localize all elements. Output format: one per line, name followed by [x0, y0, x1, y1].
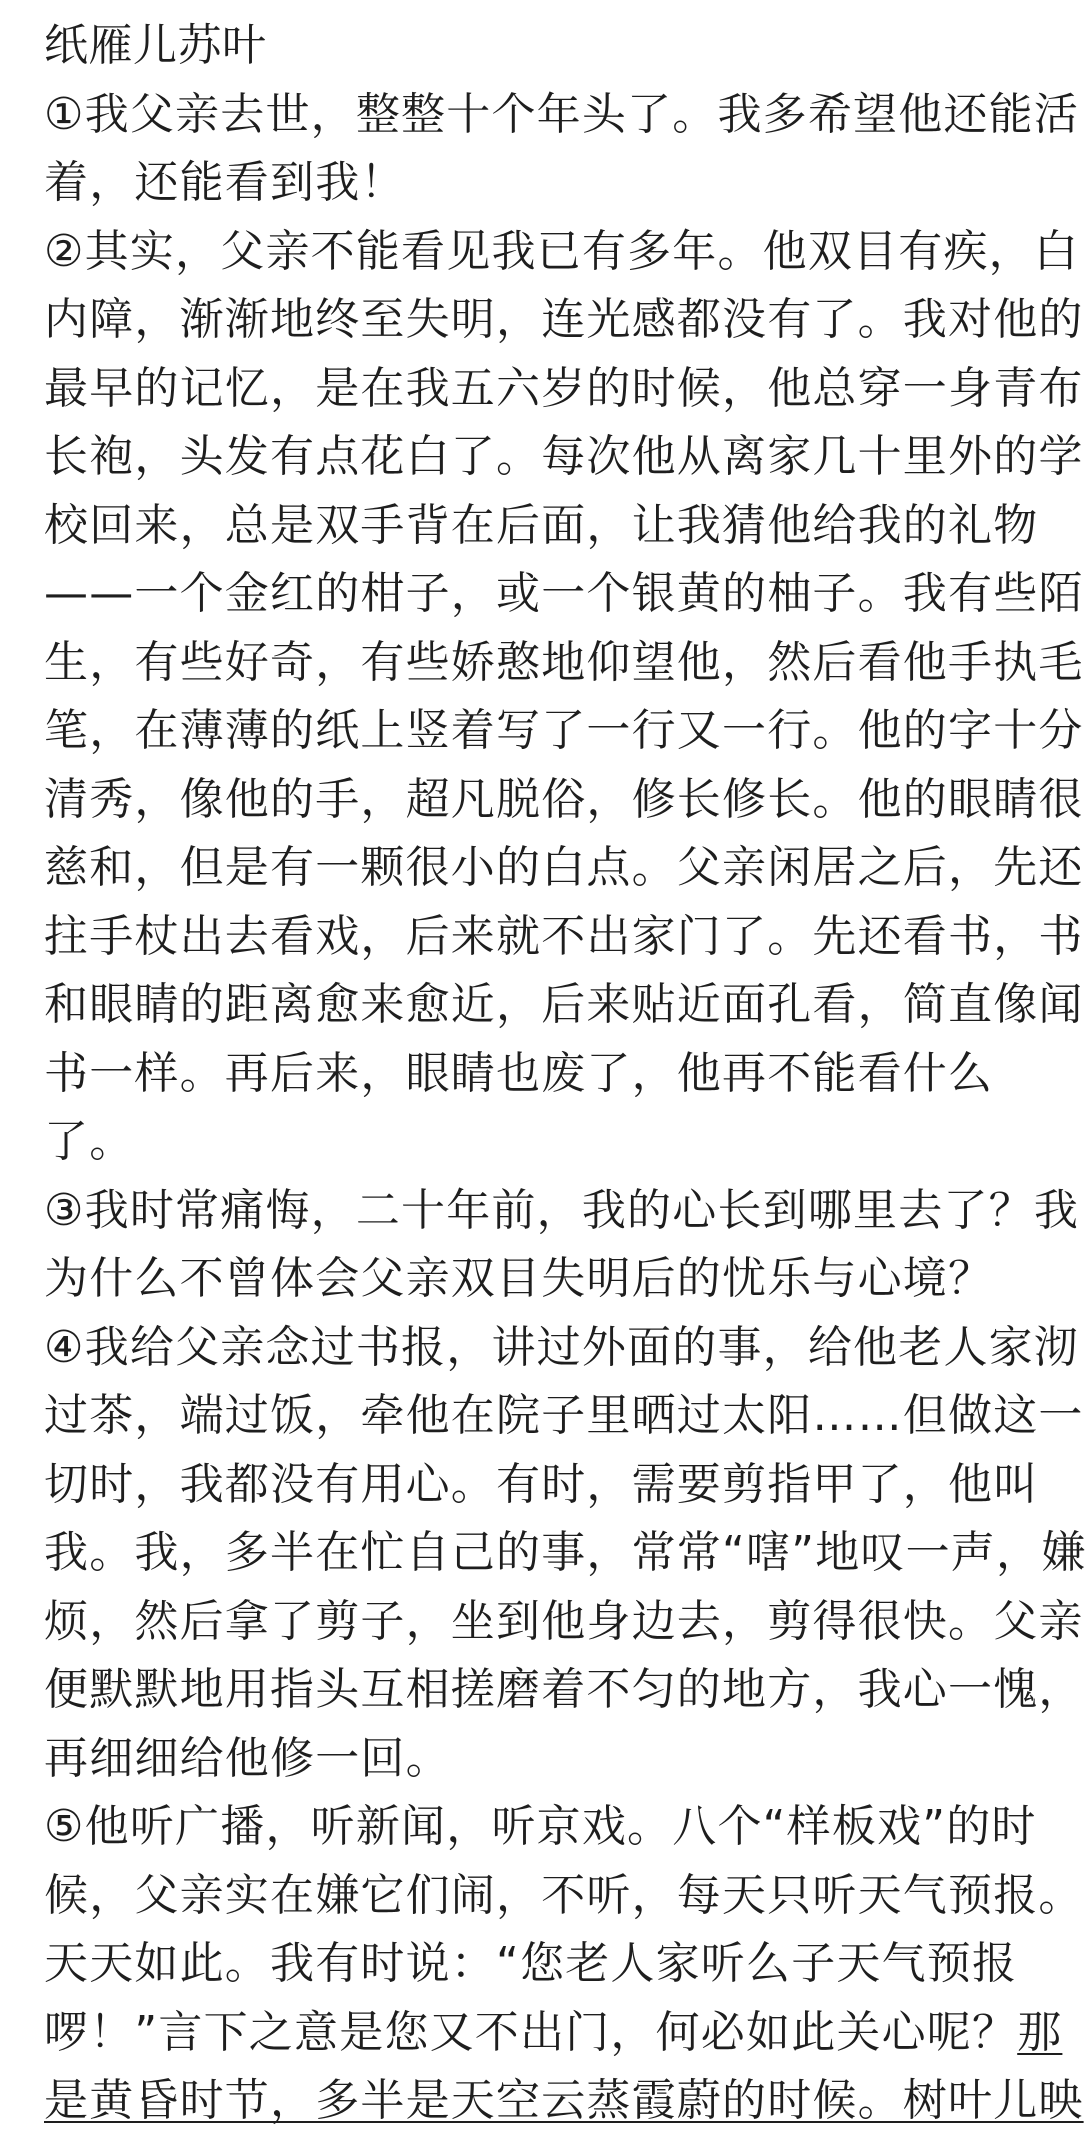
paragraph-line: ③我时常痛悔，二十年前，我的心长到哪里去了？我	[44, 1184, 1080, 1236]
paragraph-line: 清秀，像他的手，超凡脱俗，修长修长。他的眼睛很	[44, 773, 1084, 825]
paragraph-line: 和眼睛的距离愈来愈近，后来贴近面孔看，简直像闻	[44, 979, 1084, 1030]
paragraph-line: 天天如此。我有时说：“您老人家听么子天气预报	[44, 1938, 1018, 1989]
paragraph-line: 着，还能看到我！	[44, 157, 406, 208]
paragraph-line: 笔，在薄薄的纸上竖着写了一行又一行。他的字十分	[44, 705, 1084, 756]
paragraph-line: 拄手杖出去看戏，后来就不出家门了。先还看书，书	[44, 910, 1084, 962]
paragraph-line: 候，父亲实在嫌它们闹，不听，每天只听天气预报。	[44, 1869, 1084, 1921]
paragraph-line: 生，有些好奇，有些娇憨地仰望他，然后看他手执毛	[44, 636, 1084, 688]
paragraph-line: 长袍，头发有点花白了。每次他从离家几十里外的学	[44, 431, 1084, 482]
paragraph-line-with-underline	[44, 1999, 1063, 2068]
paragraph-line: 我。我，多半在忙自己的事，常常“嗐”地叹一声，嫌	[44, 1527, 1086, 1578]
paragraph-line: 最早的记忆，是在我五六岁的时候，他总穿一身青布	[44, 362, 1084, 414]
paragraph-line: 书一样。再后来，眼睛也废了，他再不能看什么	[44, 1047, 994, 1099]
underlined-line	[44, 2067, 1084, 2136]
paragraph-line: 慈和，但是有一颗很小的白点。父亲闲居之后，先还	[44, 842, 1084, 893]
paragraph-line: ⑤他听广播，听新闻，听京戏。八个“样板戏”的时	[44, 1801, 1037, 1852]
paragraph-line: 内障，渐渐地终至失明，连光感都没有了。我对他的	[44, 294, 1084, 345]
paragraph-line: 过茶，端过饭，牵他在院子里晒过太阳……但做这一	[44, 1390, 1084, 1441]
paragraph-line: 校回来，总是双手背在后面，让我猜他给我的礼物	[44, 499, 1039, 551]
document-title: 纸雁儿苏叶	[44, 20, 267, 71]
paragraph-line: ②其实，父亲不能看见我已有多年。他双目有疾，白	[44, 225, 1080, 277]
paragraph-line: 切时，我都没有用心。有时，需要剪指甲了，他叫	[44, 1458, 1039, 1510]
paragraph-line: 再细细给他修一回。	[44, 1732, 451, 1784]
underlined-text: 是黄昏时节，多半是天空云蒸霞蔚的时候。树叶儿映	[44, 2075, 1084, 2126]
paragraph-line: 为什么不曾体会父亲双目失明后的忧乐与心境？	[44, 1253, 994, 1304]
underlined-text: 那	[1017, 2006, 1063, 2058]
paragraph-line: ④我给父亲念过书报，讲过外面的事，给他老人家沏	[44, 1321, 1080, 1373]
paragraph-text: 啰！”言下之意是您又不出门，何必如此关心呢？	[44, 2006, 1018, 2058]
paragraph-line: 便默默地用指头互相搓磨着不匀的地方，我心一愧，	[44, 1664, 1084, 1715]
paragraph-line: 烦，然后拿了剪子，坐到他身边去，剪得很快。父亲	[44, 1595, 1084, 1647]
paragraph-line: 了。	[44, 1116, 135, 1167]
paragraph-line: ①我父亲去世，整整十个年头了。我多希望他还能活	[44, 88, 1080, 140]
paragraph-line: ——一个金红的柑子，或一个银黄的柚子。我有些陌	[44, 568, 1084, 619]
